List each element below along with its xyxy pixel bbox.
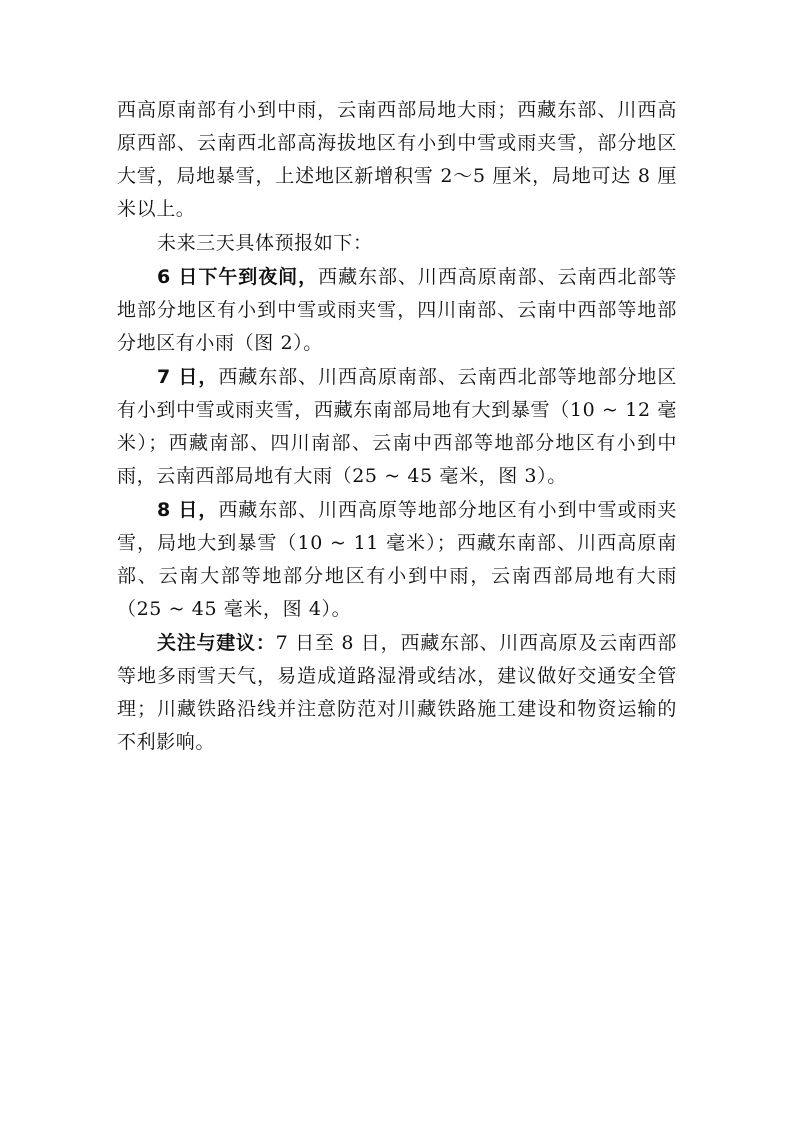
- paragraph-text: 西藏东部、川西高原南部、云南西北部等地部分地区有小到中雪或雨夹雪，西藏东南部局地有大到暴雪（10 ~ 12 毫米）；西藏南部、四川南部、云南中西部等地部分地区有小到中雨，云南西部局地有大雨（25 ~ 45 毫米，图 3）。: [117, 366, 677, 487]
- paragraph-day6: [117, 261, 677, 360]
- paragraph-lead: 8 日，: [157, 499, 219, 521]
- paragraph-lead: 7 日，: [157, 366, 219, 388]
- paragraph-advice: [117, 627, 677, 759]
- paragraph-continuation: [117, 94, 677, 226]
- paragraph-text: 西藏东部、川西高原南部、云南西北部等地部分地区有小到中雪或雨夹雪，四川南部、云南中西部等地部分地区有小雨（图 2）。: [117, 266, 677, 354]
- paragraph-text: 西藏东部、川西高原等地部分地区有小到中雪或雨夹雪，局地大到暴雪（10 ~ 11 毫米）；西藏东南部、川西高原南部、云南大部等地部分地区有小到中雨，云南西部局地有大雨（25 ~ 45 毫米，图 4）。: [117, 499, 677, 620]
- paragraph-day8: [117, 494, 677, 626]
- document-body: [117, 94, 677, 760]
- paragraph-text: 西高原南部有小到中雨，云南西部局地大雨；西藏东部、川西高原西部、云南西北部高海拔地区有小到中雪或雨夹雪，部分地区大雪，局地暴雪，上述地区新增积雪 2～5 厘米，局地可达 8 厘米以上。: [117, 99, 677, 220]
- paragraph-lead: 6 日下午到夜间，: [157, 266, 319, 288]
- paragraph-day7: [117, 361, 677, 493]
- paragraph-text: 未来三天具体预报如下：: [157, 232, 373, 254]
- paragraph-intro: [117, 227, 677, 260]
- paragraph-text: 7 日至 8 日，西藏东部、川西高原及云南西部等地多雨雪天气，易造成道路湿滑或结冰，建议做好交通安全管理；川藏铁路沿线并注意防范对川藏铁路施工建设和物资运输的不利影响。: [117, 632, 677, 753]
- paragraph-lead: 关注与建议：: [157, 632, 276, 654]
